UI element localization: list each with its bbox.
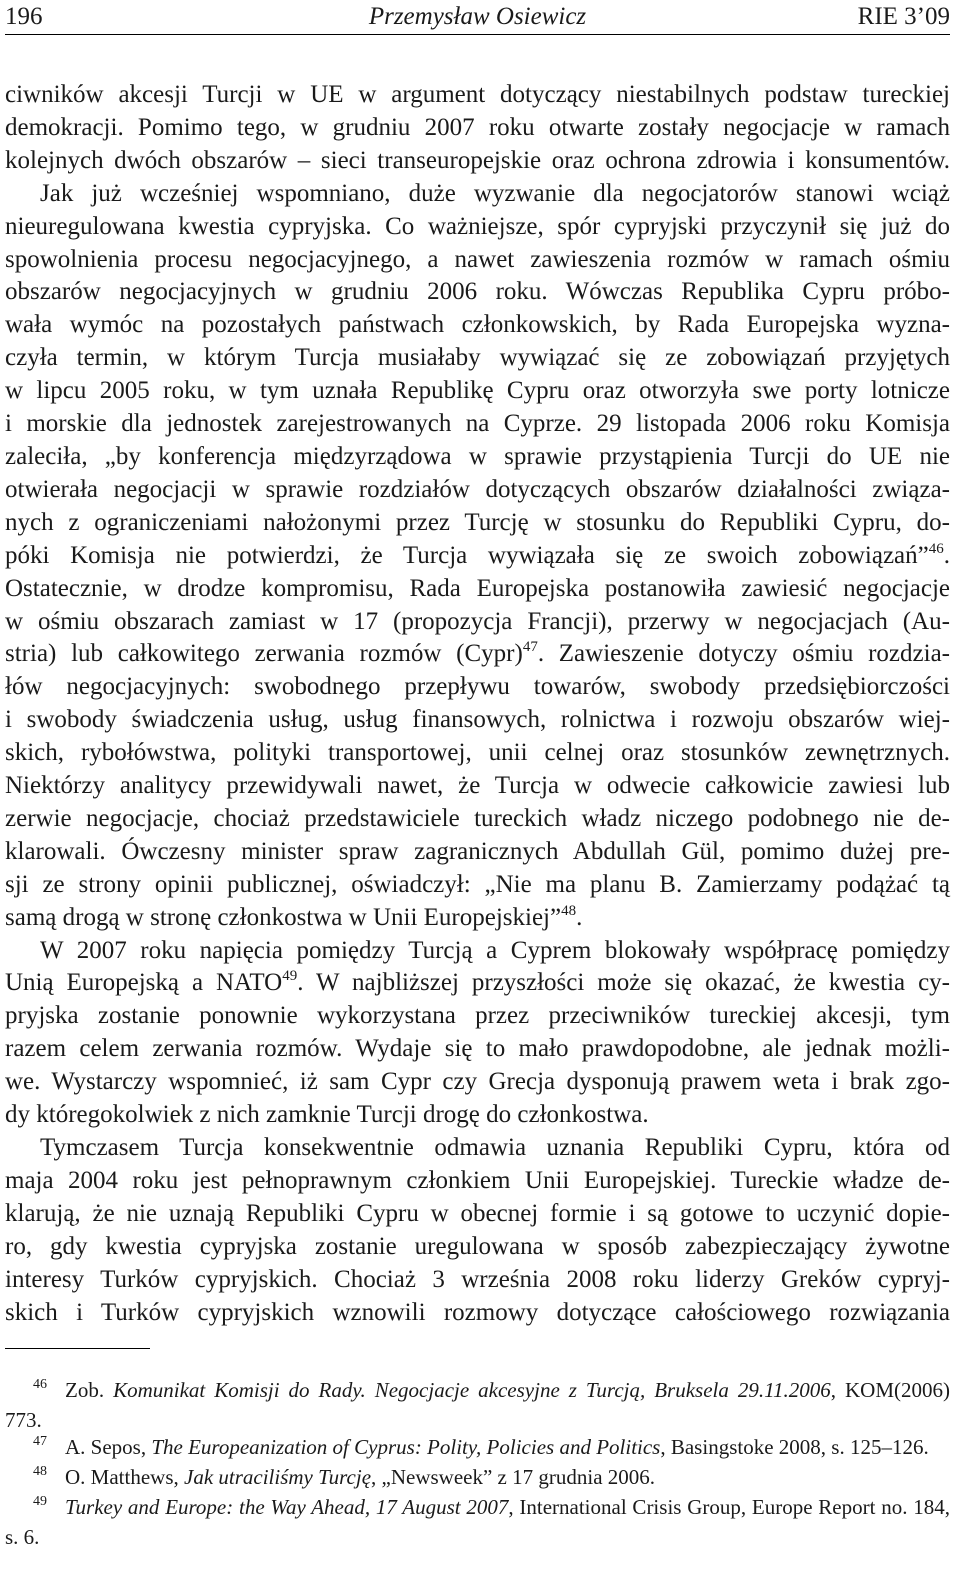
text-line: we. Wystarczy wspomnieć, iż sam Cypr czy Grecja dysponują prawem weta i brak zgo-: [5, 1068, 950, 1096]
footnote-text: , Basingstoke 2008, s. 125–126.: [660, 1435, 929, 1459]
text-fragment: .: [943, 541, 950, 569]
footnote-text: O. Matthews,: [65, 1465, 184, 1489]
text-line: interesy Turków cypryjskich. Chociaż 3 września 2008 roku liderzy Greków cypryj-: [5, 1265, 950, 1293]
paragraph: [5, 935, 950, 1132]
text-fragment: .: [576, 903, 583, 931]
footnote-ref-48[interactable]: 48: [561, 902, 577, 919]
text-line: skich, rybołówstwa, polityki transportowej, unii celnej oraz stosunków zewnętrznych.: [5, 739, 950, 767]
footnote-title: Komunikat Komisji do Rady. Negocjacje akcesyjne z Turcją, Bruksela 29.11.2006: [113, 1378, 831, 1402]
footnote-text: Zob.: [65, 1378, 114, 1402]
text-fragment: Unią Europejską a NATO: [5, 969, 283, 997]
text-line: klarują, że nie uznają Republiki Cypru w obecnej formie i są gotowe to uczynić dopie-: [5, 1199, 950, 1227]
text-line: nieuregulowana kwestia cypryjska. Co ważniejsze, spór cypryjski przyczynił się już do: [5, 212, 950, 240]
main-text: [5, 79, 950, 1329]
footnote-number: 46: [33, 1377, 47, 1392]
text-line: ro, gdy kwestia cypryjska zostanie uregulowana w sposób zabezpieczający żywotne: [5, 1232, 950, 1260]
footnote-ref-46[interactable]: 46: [928, 540, 944, 557]
footnote-number: 47: [33, 1434, 47, 1449]
footnote-48: [5, 1464, 950, 1494]
footnote-ref-47[interactable]: 47: [522, 639, 538, 656]
paragraph: [5, 1132, 950, 1329]
text-line: dy któregokolwiek z nich zamknie Turcji drogę do członkostwa.: [5, 1101, 649, 1129]
footnotes: [5, 1377, 950, 1551]
text-line: i morskie dla jednostek zarejestrowanych na Cyprze. 29 listopada 2006 roku Komisja: [5, 410, 950, 438]
text-line: spowolnienia procesu negocjacyjnego, a nawet zawieszenia rozmów w ramach ośmiu: [5, 245, 950, 273]
text-line: [5, 967, 950, 1000]
running-header: [5, 0, 950, 35]
text-line: [5, 902, 950, 935]
footnote-46: [5, 1377, 950, 1434]
text-line: klarowali. Ówczesny minister spraw zagranicznych Abdullah Gül, pomimo dużej pre-: [5, 837, 950, 865]
footnote-separator: [5, 1348, 150, 1349]
text-line: pryjska zostanie ponownie wykorzystana przez przeciwników tureckiej akcesji, tym: [5, 1002, 950, 1030]
footnote-text: , International Crisis Group, Europe Report no. 184, s. 6.: [5, 1495, 950, 1549]
paragraph: [5, 79, 950, 935]
footnote-title: Turkey and Europe: the Way Ahead, 17 August 2007: [65, 1495, 509, 1519]
text-line: razem celem zerwania rozmów. Wydaje się to mało prawdopodobne, ale jednak możli-: [5, 1035, 950, 1063]
text-fragment: . W najbliższej przyszłości może się okazać, że kwestia cy-: [297, 969, 951, 997]
text-fragment: samą drogą w stronę członkostwa w Unii Europejskiej”: [5, 903, 562, 931]
footnote-text: , „Newsweek” z 17 grudnia 2006.: [371, 1465, 656, 1489]
text-line: zaleciła, „by konferencja międzyrządowa w sprawie przystąpienia Turcji do UE nie: [5, 442, 950, 470]
text-fragment: póki Komisja nie potwierdzi, że Turcja wywiązała się ze swoich zobowiązań”: [5, 541, 929, 569]
text-line: otwierała negocjacji w sprawie rozdziałów dotyczących obszarów działalności związa-: [5, 475, 950, 503]
text-line: czyła termin, w którym Turcja musiałaby wywiązać się ze zobowiązań przyjętych: [5, 344, 950, 372]
footnote-title: The Europeanization of Cyprus: Polity, Policies and Politics: [151, 1435, 661, 1459]
footnote-number: 48: [33, 1464, 47, 1479]
text-line: zerwie negocjacje, chociaż przedstawiciele tureckich władz niczego podobnego nie de-: [5, 804, 950, 832]
text-line: sji ze strony opinii publicznej, oświadczył: „Nie ma planu B. Zamierzamy podążać tą: [5, 870, 950, 898]
text-line: w ośmiu obszarach zamiast w 17 (propozycja Francji), przerwy w negocjacjach (Au-: [5, 607, 950, 635]
footnote-47: [5, 1434, 950, 1464]
text-line: Niektórzy analitycy przewidywali nawet, że Turcja w odwecie całkowicie zawiesi lub: [5, 772, 950, 800]
text-line: nych z ograniczeniami nałożonymi przez Turcję w stosunku do Republiki Cypru, do-: [5, 508, 950, 536]
text-line: łów negocjacyjnych: swobodnego przepływu towarów, swobody przedsiębiorczości: [5, 673, 950, 701]
text-line: ciwników akcesji Turcji w UE w argument dotyczący niestabilnych podstaw tureckiej: [5, 81, 950, 108]
text-line: skich i Turków cypryjskich wznowili rozmowy dotyczące całościowego rozwiązania: [5, 1298, 950, 1326]
footnote-49: [5, 1494, 950, 1551]
text-line: [5, 638, 950, 671]
text-line: W 2007 roku napięcia pomiędzy Turcją a Cyprem blokowały współpracę pomiędzy: [40, 936, 950, 964]
footnote-text: A. Sepos,: [65, 1435, 152, 1459]
text-line: obszarów negocjacyjnych w grudniu 2006 roku. Wówczas Republika Cypru próbo-: [5, 278, 950, 306]
page-number: 196: [5, 3, 43, 30]
text-line: [5, 540, 950, 573]
text-line: maja 2004 roku jest pełnoprawnym członkiem Unii Europejskiej. Tureckie władze de-: [5, 1166, 950, 1194]
text-line: i swobody świadczenia usług, usług finansowych, rolnictwa i rozwoju obszarów wiej-: [5, 706, 950, 734]
text-fragment: . Zawieszenie dotyczy ośmiu rozdzia-: [537, 640, 950, 668]
text-line: w lipcu 2005 roku, w tym uznała Republikę Cypru oraz otworzyła swe porty lotnicze: [5, 377, 950, 405]
text-line: Ostatecznie, w drodze kompromisu, Rada Europejska postanowiła zawiesić negocjacje: [5, 574, 950, 602]
text-line: Tymczasem Turcja konsekwentnie odmawia uznania Republiki Cypru, która od: [40, 1134, 950, 1161]
text-line: wała wymóc na pozostałych państwach członkowskich, by Rada Europejska wyzna-: [5, 311, 950, 339]
footnote-ref-49[interactable]: 49: [282, 968, 298, 985]
header-author: Przemysław Osiewicz: [368, 3, 587, 30]
text-fragment: stria) lub całkowitego zerwania rozmów (Cypr): [5, 640, 523, 668]
text-line: Jak już wcześniej wspomniano, duże wyzwanie dla negocjatorów stanowi wciąż: [40, 179, 950, 207]
footnote-title: Jak utraciliśmy Turcję: [184, 1465, 372, 1489]
header-journal: RIE 3’09: [857, 3, 950, 30]
text-line: demokracji. Pomimo tego, w grudniu 2007 roku otwarte zostały negocjacje w ramach: [5, 113, 950, 141]
footnote-number: 49: [33, 1494, 47, 1509]
text-line: kolejnych dwóch obszarów – sieci transeuropejskie oraz ochrona zdrowia i konsumentów.: [5, 146, 950, 174]
footnote-text: , KOM(2006) 773.: [5, 1378, 950, 1432]
